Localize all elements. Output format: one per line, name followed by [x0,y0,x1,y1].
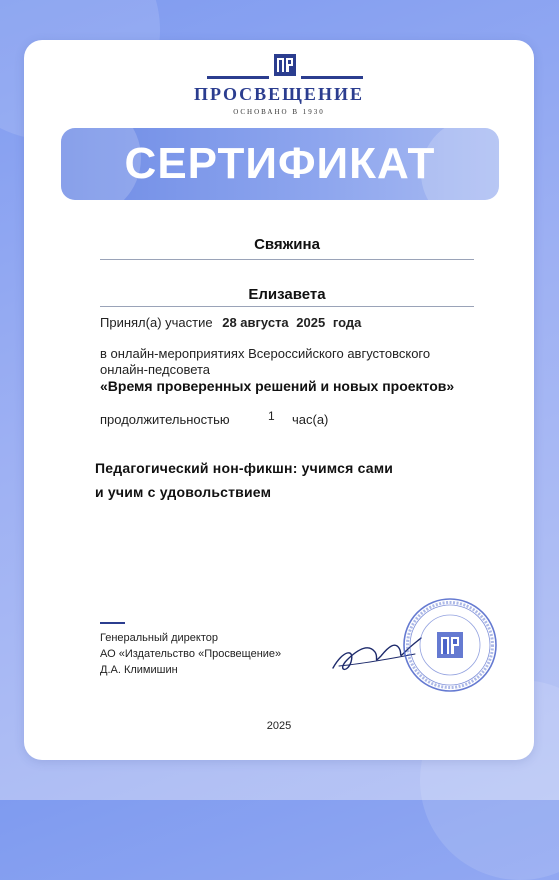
event-line-2: онлайн-педсовета [100,362,211,377]
participation-date: 28 августа [222,315,289,330]
logo-rule-left [207,76,269,79]
signatory-position: Генеральный директор [100,632,218,644]
logo-rule-right [301,76,363,79]
prosveshchenie-logo-icon [274,54,296,76]
event-title: «Время проверенных решений и новых проектов» [100,378,455,394]
recipient-first-name: Елизавета [248,286,326,303]
participation-prefix: Принял(а) участие [100,315,213,330]
first-name-underline [100,306,474,307]
signatory-name: Д.А. Климишин [100,664,178,676]
participation-year: 2025 [296,315,326,330]
recipient-surname: Свяжина [254,236,320,253]
publisher-tagline: ОСНОВАНО В 1930 [233,108,325,116]
participation-line [100,315,361,330]
company-seal [401,596,499,694]
footer-year: 2025 [266,720,292,732]
topic-line-1: Педагогический нон-фикшн: учимся сами [95,460,394,476]
surname-underline [100,259,474,260]
participation-suffix: года [332,315,362,330]
certificate-banner [61,128,499,200]
certificate-card [24,40,534,760]
duration-value: 1 [268,409,275,423]
certificate-title: СЕРТИФИКАТ [124,139,436,188]
signatory-organization: АО «Издательство «Просвещение» [100,648,282,660]
signature-accent [100,622,125,624]
publisher-name: ПРОСВЕЩЕНИЕ [194,84,364,104]
duration-unit: час(а) [292,412,329,427]
topic-line-2: и учим с удовольствием [95,484,272,500]
event-line-1: в онлайн-мероприятиях Всероссийского августовского [100,346,431,361]
duration-label: продолжительностью [100,412,230,427]
